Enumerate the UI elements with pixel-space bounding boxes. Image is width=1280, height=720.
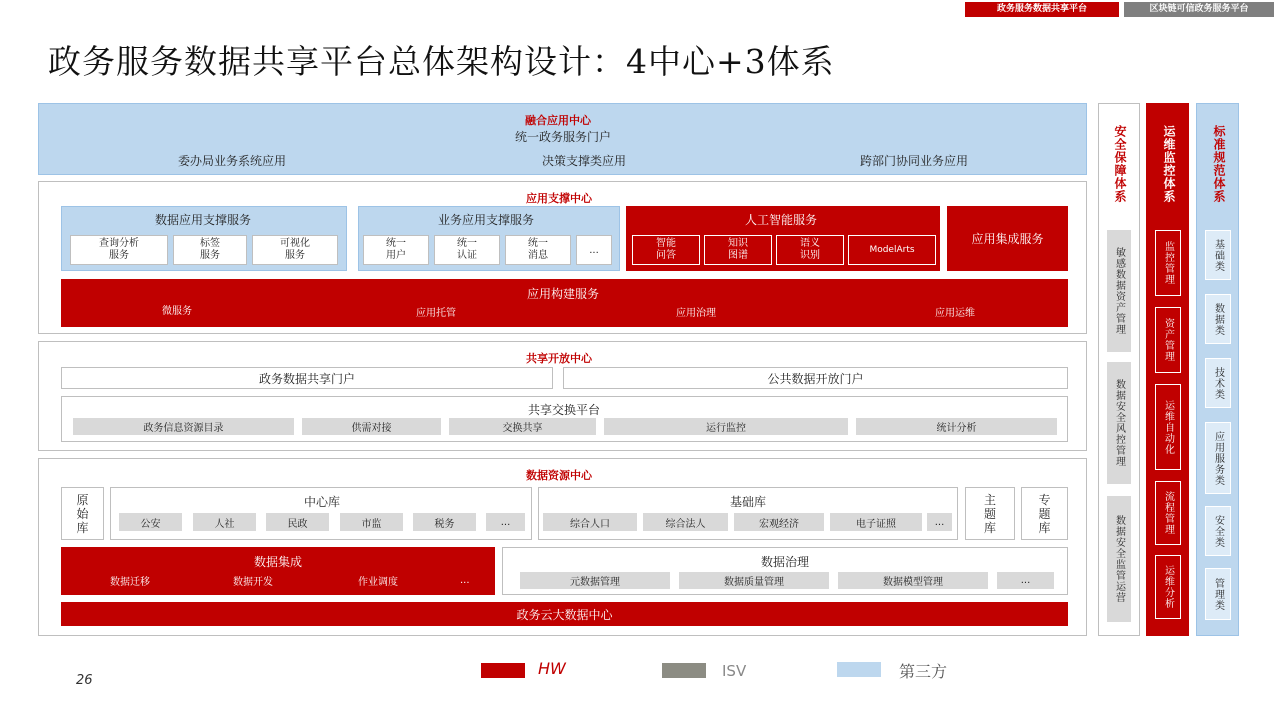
data-governance-item: 数据模型管理 bbox=[838, 572, 988, 589]
ops-item-label: 资产管理 bbox=[1162, 318, 1174, 362]
legend-swatch-hw bbox=[481, 663, 525, 678]
data-app-item: 标签 服务 bbox=[173, 235, 247, 265]
biz-app-item: 统一 认证 bbox=[434, 235, 500, 265]
biz-app-support-title: 业务应用支撑服务 bbox=[438, 213, 535, 227]
biz-app-item: 统一 用户 bbox=[363, 235, 429, 265]
standard-item bbox=[1205, 422, 1231, 494]
ai-item: 语义 识别 bbox=[776, 235, 844, 265]
ops-system-title: 运维监控体系 bbox=[1162, 125, 1176, 203]
central-database-title: 中心库 bbox=[304, 495, 341, 509]
exchange-item: 运行监控 bbox=[604, 418, 848, 435]
biz-app-item: ... bbox=[576, 235, 612, 265]
standard-item bbox=[1205, 294, 1231, 344]
security-item bbox=[1107, 496, 1131, 622]
security-system-title: 安全保障体系 bbox=[1113, 125, 1127, 203]
standard-item-label: 基础类 bbox=[1212, 238, 1224, 272]
standard-item-label: 管理类 bbox=[1212, 577, 1224, 611]
ai-item: 智能 问答 bbox=[632, 235, 700, 265]
legend-swatch-third-party bbox=[837, 662, 881, 677]
data-integration-item: 作业调度 bbox=[358, 577, 398, 588]
exchange-item: 供需对接 bbox=[302, 418, 441, 435]
gov-data-share-portal: 政务数据共享门户 bbox=[61, 367, 553, 389]
ops-item bbox=[1155, 555, 1181, 619]
ops-item-label: 流程管理 bbox=[1162, 491, 1174, 535]
ops-item-label: 运维分析 bbox=[1162, 565, 1174, 609]
ai-item: ModelArts bbox=[848, 235, 936, 265]
fusion-app-label: 跨部门协同业务应用 bbox=[860, 154, 969, 168]
fusion-app-label: 委办局业务系统应用 bbox=[178, 154, 287, 168]
resource-center-title: 数据资源中心 bbox=[526, 469, 592, 482]
page-number: 26 bbox=[76, 673, 93, 688]
app-build-service-title: 应用构建服务 bbox=[527, 287, 600, 301]
raw-database: 原 始 库 bbox=[61, 487, 104, 540]
security-item-label: 敏感数据资产管理 bbox=[1113, 247, 1125, 335]
central-db-item: 市监 bbox=[340, 513, 403, 531]
central-db-item: 税务 bbox=[413, 513, 476, 531]
page-title: 政务服务数据共享平台总体架构设计：4中心+3体系 bbox=[48, 42, 835, 81]
central-db-item: ... bbox=[486, 513, 525, 531]
central-db-item: 民政 bbox=[266, 513, 329, 531]
data-governance-item: ... bbox=[997, 572, 1054, 589]
base-db-item: 电子证照 bbox=[830, 513, 922, 531]
base-db-item: 宏观经济 bbox=[734, 513, 824, 531]
ops-item bbox=[1155, 384, 1181, 470]
legend-label-hw: HW bbox=[538, 659, 566, 678]
standard-item bbox=[1205, 568, 1231, 620]
data-governance-item: 数据质量管理 bbox=[679, 572, 829, 589]
legend-label-third-party: 第三方 bbox=[899, 662, 948, 681]
standard-item-label: 技术类 bbox=[1212, 366, 1224, 400]
ops-item-label: 监控管理 bbox=[1162, 241, 1174, 285]
exchange-item: 统计分析 bbox=[856, 418, 1057, 435]
base-db-item: 综合法人 bbox=[643, 513, 728, 531]
data-governance-item: 元数据管理 bbox=[520, 572, 670, 589]
data-app-item: 可视化 服务 bbox=[252, 235, 338, 265]
special-database: 专 题 库 bbox=[1021, 487, 1068, 540]
base-db-item: ... bbox=[927, 513, 952, 531]
standard-item bbox=[1205, 230, 1231, 280]
data-integration-item: 数据开发 bbox=[233, 577, 273, 588]
security-item bbox=[1107, 362, 1131, 484]
data-integration-item: ... bbox=[460, 575, 470, 586]
security-item-label: 数据安全监管运营 bbox=[1113, 515, 1125, 603]
app-integration-service: 应用集成服务 bbox=[947, 206, 1068, 271]
app-build-item: 微服务 bbox=[162, 306, 192, 317]
security-item bbox=[1107, 230, 1131, 352]
gov-cloud-data-center: 政务云大数据中心 bbox=[61, 602, 1068, 626]
support-center-title: 应用支撑中心 bbox=[526, 192, 592, 205]
fusion-app-label: 决策支撑类应用 bbox=[542, 154, 627, 168]
central-db-item: 人社 bbox=[193, 513, 256, 531]
tag-blockchain-platform: 区块链可信政务服务平台 bbox=[1124, 2, 1274, 17]
ai-item: 知识 图谱 bbox=[704, 235, 772, 265]
fusion-center-title: 融合应用中心 bbox=[525, 114, 591, 127]
standard-item-label: 应用服务类 bbox=[1212, 430, 1224, 486]
standard-item bbox=[1205, 506, 1231, 556]
app-build-item: 应用托管 bbox=[416, 308, 456, 319]
data-integration-item: 数据迁移 bbox=[110, 577, 150, 588]
exchange-item: 交换共享 bbox=[449, 418, 596, 435]
base-db-item: 综合人口 bbox=[543, 513, 637, 531]
standard-system-title: 标准规范体系 bbox=[1212, 125, 1226, 203]
standard-item bbox=[1205, 358, 1231, 408]
base-database-title: 基础库 bbox=[730, 495, 767, 509]
ops-item bbox=[1155, 307, 1181, 373]
share-center-title: 共享开放中心 bbox=[526, 352, 592, 365]
app-build-item: 应用治理 bbox=[676, 308, 716, 319]
ops-item bbox=[1155, 230, 1181, 296]
ops-item-label: 运维自动化 bbox=[1162, 399, 1174, 455]
data-integration-title: 数据集成 bbox=[254, 555, 303, 569]
biz-app-item: 统一 消息 bbox=[505, 235, 571, 265]
unified-portal-label: 统一政务服务门户 bbox=[515, 130, 612, 144]
data-app-item: 查询分析 服务 bbox=[70, 235, 168, 265]
ai-services-title: 人工智能服务 bbox=[745, 213, 818, 227]
exchange-item: 政务信息资源目录 bbox=[73, 418, 294, 435]
legend-label-isv: ISV bbox=[722, 662, 747, 680]
app-build-item: 应用运维 bbox=[935, 308, 975, 319]
exchange-platform-title: 共享交换平台 bbox=[528, 403, 601, 417]
legend-swatch-isv bbox=[662, 663, 706, 678]
central-db-item: 公安 bbox=[119, 513, 182, 531]
public-data-open-portal: 公共数据开放门户 bbox=[563, 367, 1068, 389]
ops-item bbox=[1155, 481, 1181, 545]
security-item-label: 数据安全风控管理 bbox=[1113, 379, 1125, 467]
standard-item-label: 数据类 bbox=[1212, 302, 1224, 336]
data-governance-title: 数据治理 bbox=[761, 555, 810, 569]
standard-item-label: 安全类 bbox=[1212, 514, 1224, 548]
data-app-support-title: 数据应用支撑服务 bbox=[155, 213, 252, 227]
tag-gov-data-platform: 政务服务数据共享平台 bbox=[965, 2, 1119, 17]
topic-database: 主 题 库 bbox=[965, 487, 1015, 540]
